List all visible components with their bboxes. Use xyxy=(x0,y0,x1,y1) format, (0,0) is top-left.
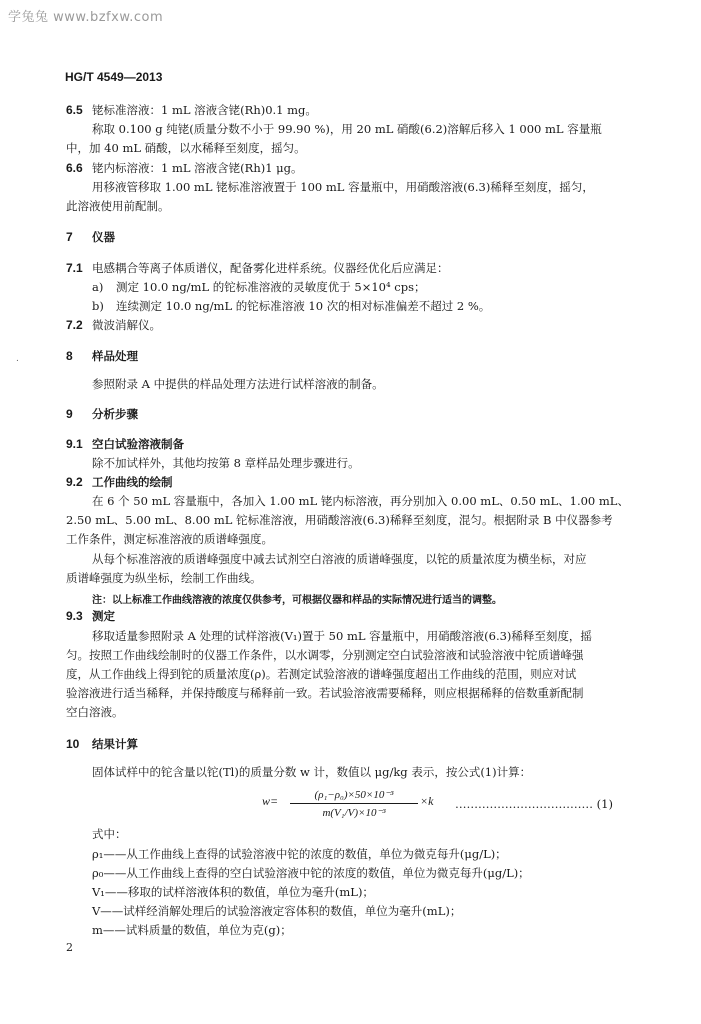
clause-9-2 xyxy=(66,474,173,490)
paragraph-line: 固体试样中的铊含量以铊(Tl)的质量分数 w 计，数值以 μg/kg 表示，按公式(1)计算： xyxy=(92,765,532,779)
variable-definition: V——试样经消解处理后的试验溶液定容体积的数值，单位为毫升(mL)； xyxy=(92,904,462,918)
standard-code: HG/T 4549—2013 xyxy=(65,70,163,84)
page-number: 2 xyxy=(66,941,73,954)
clause-number: 6.5 xyxy=(66,103,83,117)
paragraph-line: 2.50 mL、5.00 mL、8.00 mL 铊标准溶液，用硝酸溶液(6.3)稀释至刻度，混匀。根据附录 B 中仪器参考 xyxy=(66,513,613,527)
list-marker: a) xyxy=(92,280,104,294)
clause-9-1 xyxy=(66,436,184,452)
clause-text: 电感耦合等离子体质谱仪，配备雾化进样系统。仪器经优化后应满足： xyxy=(92,261,449,275)
paragraph-line: 用移液管移取 1.00 mL 铑标准溶液置于 100 mL 容量瓶中，用硝酸溶液(6.3)稀释至刻度，摇匀， xyxy=(92,180,594,194)
clause-number: 9.3 xyxy=(66,609,83,623)
note: 注：以上标准工作曲线溶液的浓度仅供参考，可根据仪器和样品的实际情况进行适当的调整。 xyxy=(92,595,502,606)
clause-title: 空白试验溶液制备 xyxy=(92,437,184,451)
formula-rhs: ×k xyxy=(420,794,434,808)
where-label: 式中： xyxy=(92,827,127,841)
clause-number: 6.6 xyxy=(66,161,83,175)
paragraph-line: 移取适量参照附录 A 处理的试样溶液(V₁)置于 50 mL 容量瓶中，用硝酸溶液(6.3)稀释至刻度，摇 xyxy=(92,629,592,643)
paragraph-line: 验溶液进行适当稀释，并保持酸度与稀释前一致。若试验溶液需要稀释，则应根据稀释的倍数重新配制 xyxy=(66,686,584,700)
clause-7-2 xyxy=(66,317,161,333)
fraction-bar xyxy=(290,803,418,804)
paragraph-line: 中，加 40 mL 硝酸，以水稀释至刻度，摇匀。 xyxy=(66,141,306,155)
list-item-b xyxy=(92,298,490,314)
clause-6-6 xyxy=(66,160,303,176)
section-number: 8 xyxy=(66,349,73,363)
clause-7-1 xyxy=(66,260,449,276)
watermark: 学兔兔 www.bzfxw.com xyxy=(8,10,164,25)
margin-mark: . xyxy=(16,354,19,364)
paragraph-line: 度，从工作曲线上得到铊的质量浓度(ρ)。若测定试验溶液的谱峰强度超出工作曲线的范围，则应对试 xyxy=(66,667,577,681)
paragraph-line: 匀。按照工作曲线绘制时的仪器工作条件，以水调零，分别测定空白试验溶液和试验溶液中铊质谱峰强 xyxy=(66,648,584,662)
list-item-a xyxy=(92,279,425,295)
section-number: 9 xyxy=(66,407,73,421)
section-7-heading xyxy=(66,229,115,245)
clause-number: 9.1 xyxy=(66,437,83,451)
section-title: 结果计算 xyxy=(92,737,138,751)
paragraph-line: 在 6 个 50 mL 容量瓶中，各加入 1.00 mL 铑内标溶液，再分别加入 0.00 mL、0.50 mL、1.00 mL、 xyxy=(92,494,629,508)
clause-number: 7.1 xyxy=(66,261,83,275)
formula-number: ……………………………… (1) xyxy=(455,797,613,811)
clause-text: 微波消解仪。 xyxy=(92,318,161,332)
variable-definition: V₁——移取的试样溶液体积的数值，单位为毫升(mL)； xyxy=(92,885,374,899)
variable-definition: ρ₁——从工作曲线上查得的试验溶液中铊的浓度的数值，单位为微克每升(μg/L)； xyxy=(92,847,507,861)
formula-lhs: w= xyxy=(262,794,279,808)
section-10-heading xyxy=(66,736,138,752)
list-marker: b) xyxy=(92,299,104,313)
formula-numerator: (ρ₁−ρ₀)×50×10⁻³ xyxy=(314,789,394,801)
section-number: 10 xyxy=(66,737,80,751)
formula-denominator: m(V₁/V)×10⁻³ xyxy=(322,807,386,819)
clause-text: 铑标准溶液：1 mL 溶液含铑(Rh)0.1 mg。 xyxy=(92,103,317,117)
formula-fraction xyxy=(290,788,418,819)
variable-definition: ρ₀——从工作曲线上查得的空白试验溶液中铊的浓度的数值，单位为微克每升(μg/L)； xyxy=(92,866,530,880)
list-text: 测定 10.0 ng/mL 的铊标准溶液的灵敏度优于 5×10⁴ cps； xyxy=(116,280,426,294)
clause-number: 9.2 xyxy=(66,475,83,489)
paragraph-line: 此溶液使用前配制。 xyxy=(66,199,170,213)
section-title: 样品处理 xyxy=(92,349,138,363)
clause-text: 铑内标溶液：1 mL 溶液含铑(Rh)1 μg。 xyxy=(92,161,303,175)
paragraph-line: 空白溶液。 xyxy=(66,705,124,719)
paragraph-line: 称取 0.100 g 纯铑(质量分数不小于 99.90 %)，用 20 mL 硝酸(6.2)溶解后移入 1 000 mL 容量瓶 xyxy=(92,122,602,136)
clause-6-5 xyxy=(66,102,317,118)
clause-title: 工作曲线的绘制 xyxy=(92,475,173,489)
paragraph-line: 质谱峰强度为纵坐标，绘制工作曲线。 xyxy=(66,571,262,585)
clause-9-3 xyxy=(66,608,115,624)
section-title: 分析步骤 xyxy=(92,407,138,421)
section-8-heading xyxy=(66,348,138,364)
paragraph-line: 除不加试样外，其他均按第 8 章样品处理步骤进行。 xyxy=(92,456,360,470)
clause-title: 测定 xyxy=(92,609,115,623)
section-title: 仪器 xyxy=(92,230,115,244)
clause-number: 7.2 xyxy=(66,318,83,332)
paragraph-line: 从每个标准溶液的质谱峰强度中减去试剂空白溶液的质谱峰强度，以铊的质量浓度为横坐标，对应 xyxy=(92,552,587,566)
section-number: 7 xyxy=(66,230,73,244)
paragraph-line: 工作条件，测定标准溶液的质谱峰强度。 xyxy=(66,532,273,546)
variable-definition: m——试料质量的数值，单位为克(g)； xyxy=(92,923,292,937)
list-text: 连续测定 10.0 ng/mL 的铊标准溶液 10 次的相对标准偏差不超过 2 %。 xyxy=(116,299,491,313)
section-9-heading xyxy=(66,406,138,422)
paragraph-line: 参照附录 A 中提供的样品处理方法进行试样溶液的制备。 xyxy=(92,377,384,391)
